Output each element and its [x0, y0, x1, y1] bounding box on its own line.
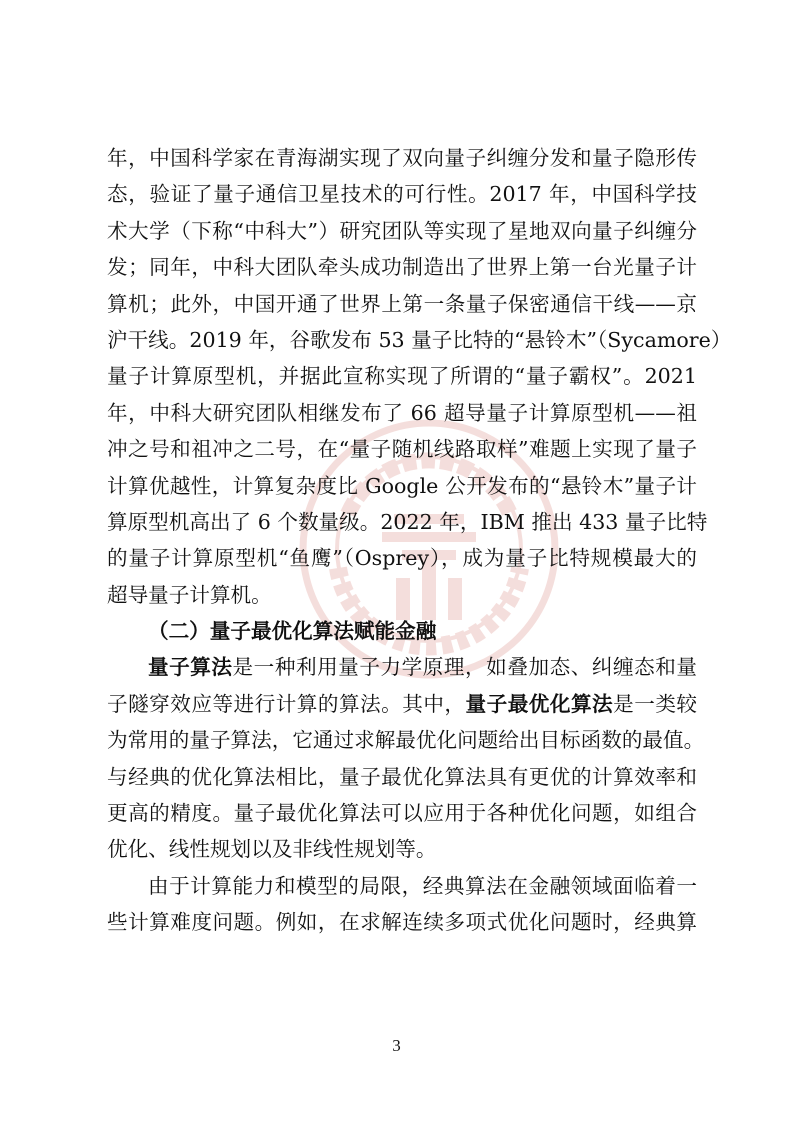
- text-line: 与经典的优化算法相比，量子最优化算法具有更优的计算效率和: [107, 764, 697, 789]
- text-line: [107, 686, 697, 722]
- text-line: 沪干线。2019 年，谷歌发布 53 量子比特的“悬铃木”（Sycamore）: [107, 327, 732, 352]
- text-span: 是一类较: [613, 691, 698, 716]
- text-line: 更高的精度。量子最优化算法可以应用于各种优化问题，如组合: [107, 801, 697, 826]
- body-text: [107, 140, 732, 941]
- text-line: 发；同年，中科大团队牵头成功制造出了世界上第一台光量子计: [107, 255, 697, 280]
- text-line: [107, 649, 697, 685]
- text-span: 子隧穿效应等进行计算的算法。其中，: [107, 691, 466, 716]
- text-line: 为常用的量子算法，它通过求解最优化问题给出目标函数的最值。: [107, 728, 705, 753]
- term-quantum-optimization: 量子最优化算法: [465, 691, 614, 716]
- term-quantum-algorithm: 量子算法: [148, 655, 233, 680]
- paragraph-quantum-history: [107, 140, 732, 613]
- text-line: 超导量子计算机。: [107, 582, 272, 607]
- text-line: 算原型机高出了 6 个数量级。2022 年，IBM 推出 433 量子比特: [107, 509, 708, 534]
- text-line: 算机；此外，中国开通了世界上第一条量子保密通信干线——京: [107, 291, 697, 316]
- page-number: 3: [392, 1036, 401, 1055]
- paragraph-quantum-algorithm: [107, 649, 705, 867]
- text-line: 优化、线性规划以及非线性规划等。: [107, 837, 437, 862]
- text-line: 的量子计算原型机“鱼鹰”（Osprey），成为量子比特规模最大的: [107, 546, 697, 571]
- text-line: 年，中国科学家在青海湖实现了双向量子纠缠分发和量子隐形传: [107, 146, 697, 170]
- section-heading: （二）量子最优化算法赋能金融: [148, 619, 437, 644]
- text-line: 量子计算原型机，并据此宣称实现了所谓的“量子霸权”。2021: [107, 364, 697, 389]
- text-line: 计算优越性，计算复杂度比 Google 公开发布的“悬铃木”量子计: [107, 473, 697, 498]
- text-line: 些计算难度问题。例如，在求解连续多项式优化问题时，经典算: [107, 910, 697, 935]
- text-line: 术大学（下称“中科大”）研究团队等实现了星地双向量子纠缠分: [107, 218, 697, 243]
- text-line: 冲之号和祖冲之二号，在“量子随机线路取样”难题上实现了量子: [107, 437, 697, 462]
- text-line: 年，中科大研究团队相继发布了 66 超导量子计算原型机——祖: [107, 400, 697, 425]
- text-line: 由于计算能力和模型的局限，经典算法在金融领域面临着一: [148, 873, 697, 898]
- text-line: 态，验证了量子通信卫星技术的可行性。2017 年，中国科学技: [107, 182, 697, 207]
- text-span: 是一种利用量子力学原理，如叠加态、纠缠态和量: [232, 655, 697, 680]
- paragraph-classical-limits: [107, 868, 697, 941]
